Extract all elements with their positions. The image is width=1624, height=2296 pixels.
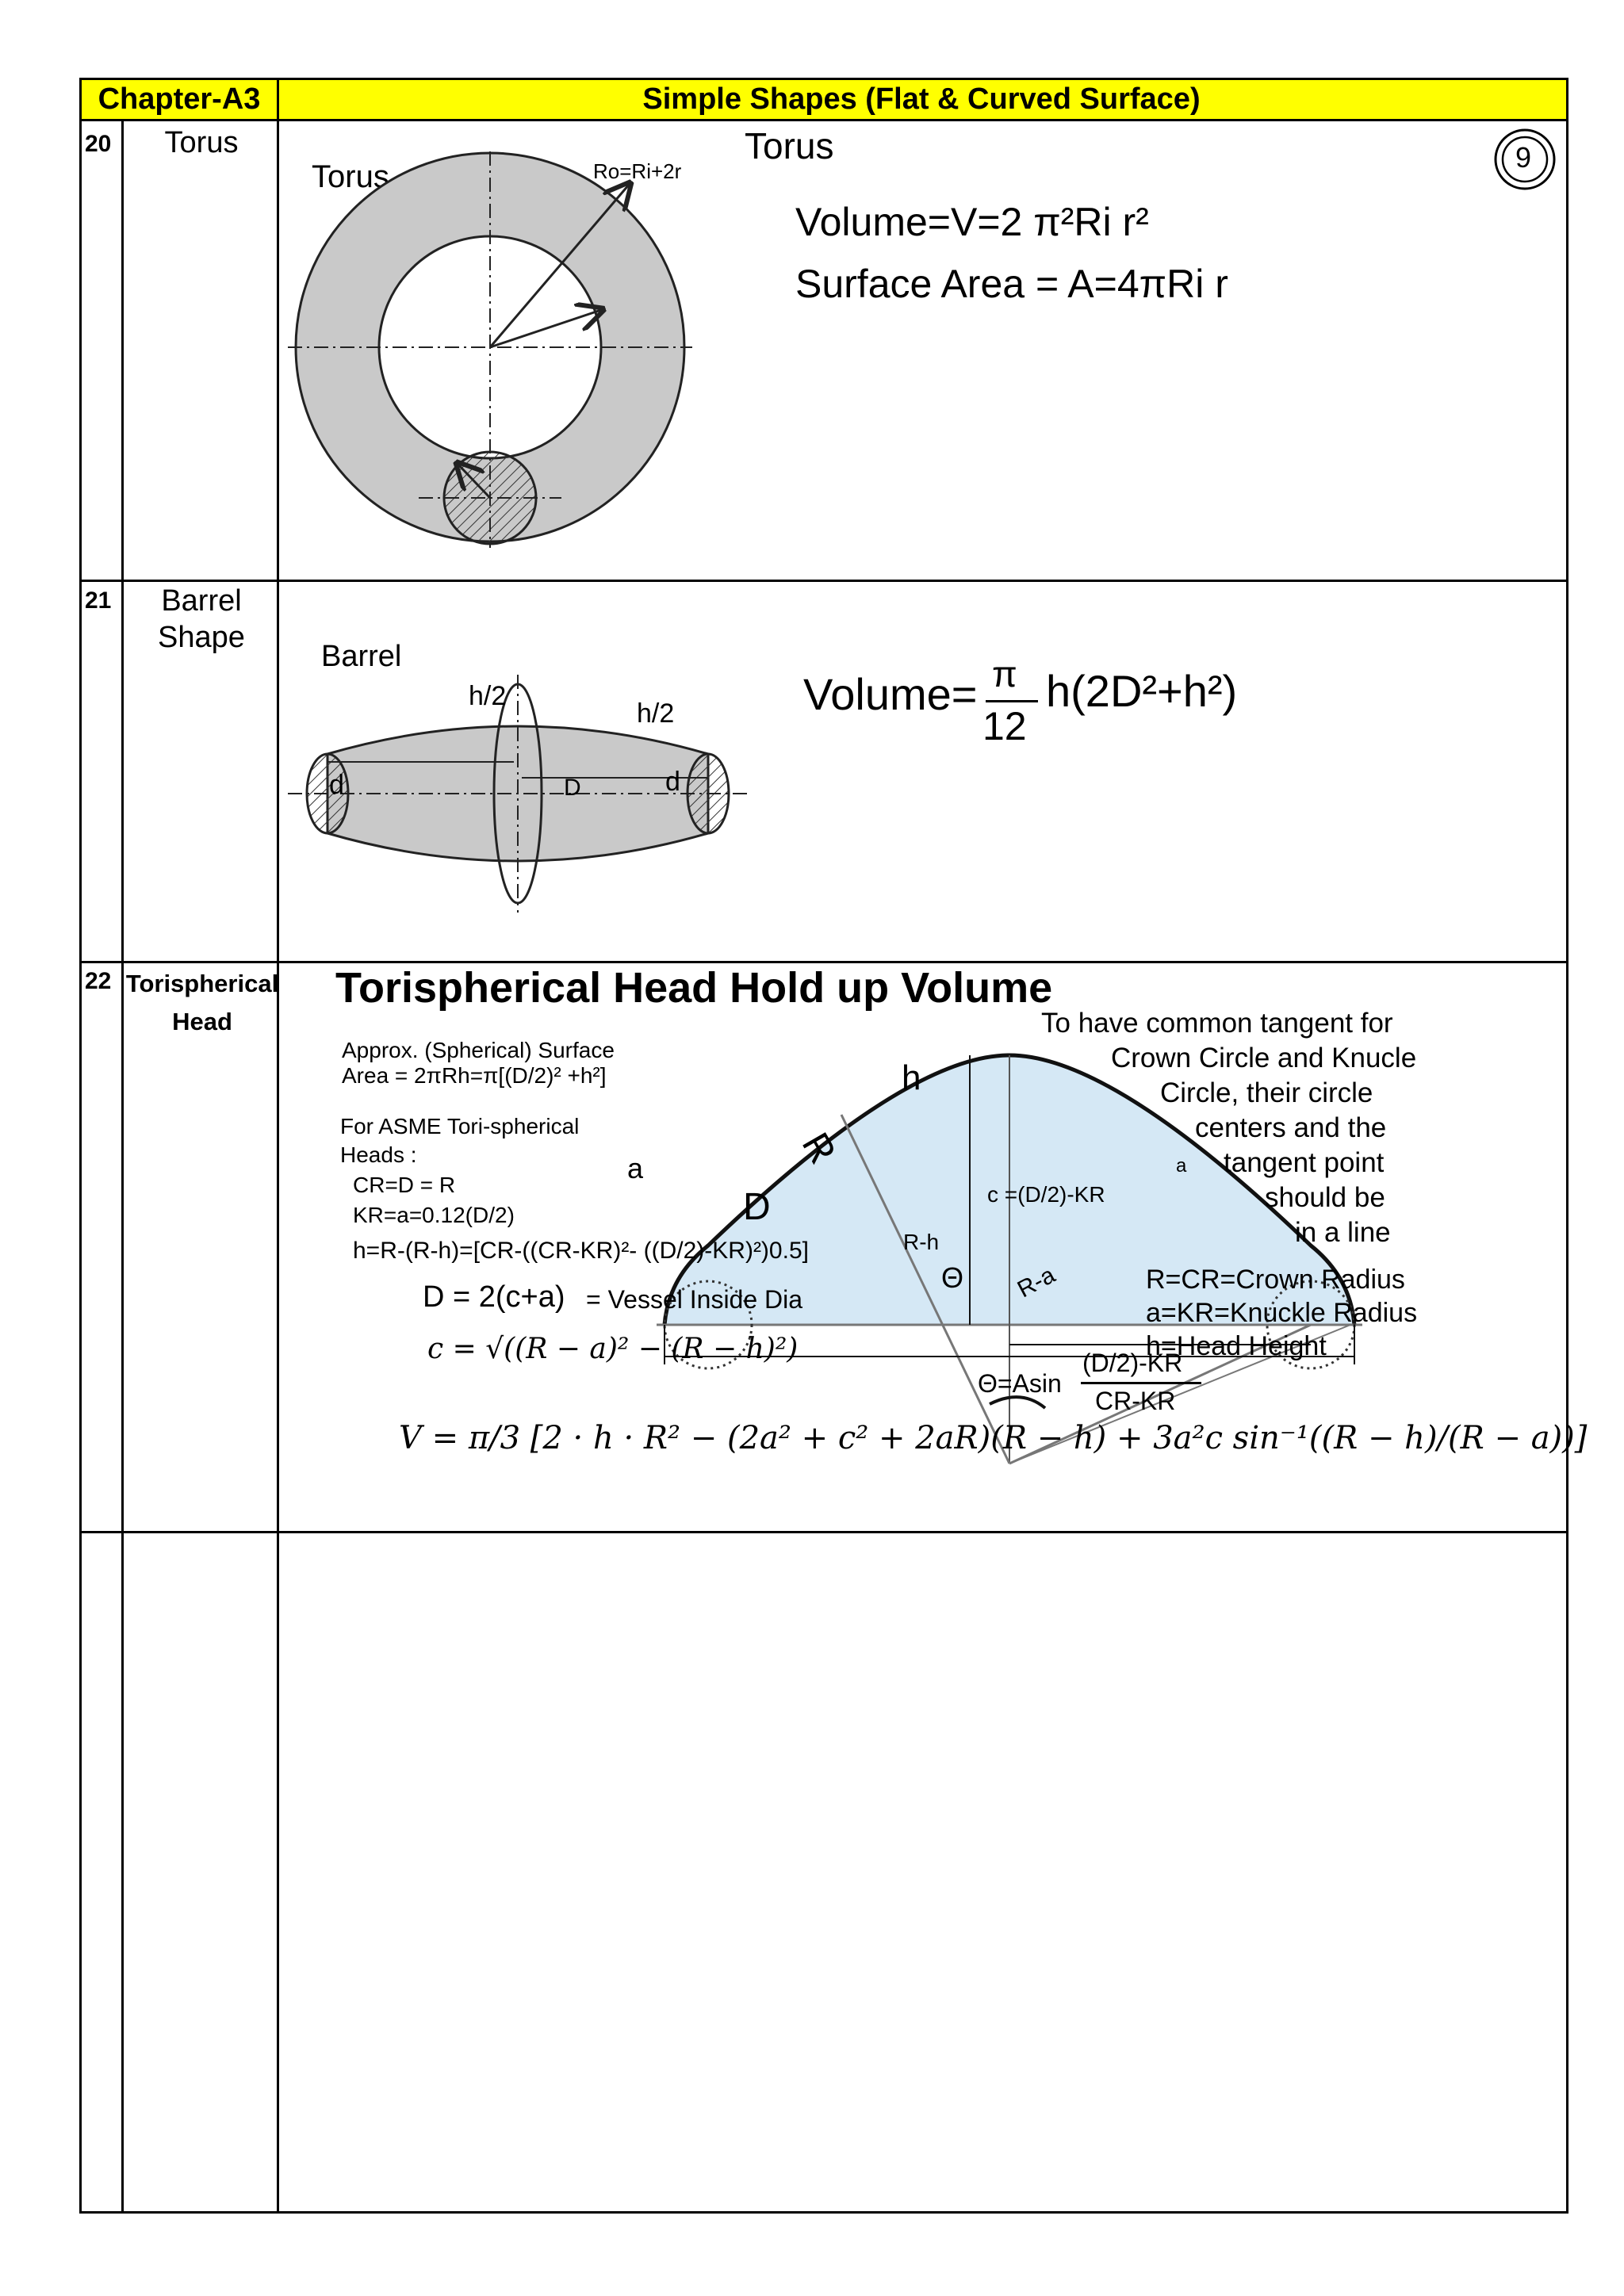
tangent-note-1: To have common tangent for: [1041, 1008, 1393, 1039]
torus-figure-title: Torus: [312, 159, 389, 194]
def-h: h=Head Height: [1146, 1331, 1327, 1361]
label-D: D: [743, 1186, 771, 1228]
barrel-h2-right: h/2: [637, 698, 675, 729]
page-number: 9: [1515, 141, 1532, 174]
label-R: R: [793, 1126, 844, 1171]
barrel-frac-den: 12: [982, 704, 1027, 748]
torus-ro-equation: Ro=Ri+2r: [593, 159, 682, 183]
label-c: c =(D/2)-KR: [987, 1182, 1105, 1207]
tangent-note-3: Circle, their circle: [1160, 1077, 1373, 1108]
tangent-note-5: tangent point: [1224, 1147, 1385, 1178]
chapter-title: Simple Shapes (Flat & Curved Surface): [642, 82, 1201, 116]
D-formula-note: = Vessel Inside Dia: [586, 1285, 803, 1314]
barrel-volume-suffix: h(2D²+h²): [1046, 666, 1238, 716]
asme-note-1: For ASME Tori-spherical: [340, 1114, 580, 1138]
h-formula: h=R-(R-h)=[CR-((CR-KR)²- ((D/2)-KR)²)0.5]: [353, 1238, 809, 1264]
label-h: h: [902, 1058, 921, 1097]
torispherical-title: Torispherical Head Hold up Volume: [335, 964, 1053, 1012]
row-name-line1: Torispherical: [125, 970, 279, 997]
row-name-line1: Barrel: [161, 584, 242, 618]
barrel-figure-title: Barrel: [321, 640, 402, 673]
barrel-d-left: d: [329, 770, 344, 800]
row-name-line2: Head: [172, 1008, 232, 1035]
asme-note-4: KR=a=0.12(D/2): [353, 1203, 515, 1227]
label-R-minus-a: R-a: [1013, 1261, 1060, 1303]
def-R: R=CR=Crown Radius: [1146, 1265, 1405, 1295]
torus-figure: [296, 151, 708, 580]
barrel-d-right: d: [665, 767, 680, 797]
chapter-sheet: [79, 78, 1588, 2214]
V-formula: V = π/3 [2 · h · R² − (2a² + c² + 2aR)(R − h) + 3a²c sin⁻¹((R − h)/(R − a))]: [399, 1420, 1588, 1456]
label-a-left: a: [627, 1152, 644, 1184]
asme-note-2: Heads :: [340, 1142, 417, 1167]
theta-arc: [990, 1397, 1045, 1408]
row-number: 22: [85, 968, 112, 994]
tangent-note-4: centers and the: [1195, 1112, 1387, 1143]
theta-denominator: CR-KR: [1095, 1387, 1176, 1415]
row-divider: [82, 1531, 1566, 1533]
theta-numerator: (D/2)-KR: [1082, 1349, 1183, 1377]
barrel-volume-prefix: Volume=: [803, 669, 978, 719]
D-formula: D = 2(c+a): [423, 1280, 565, 1314]
column-divider: [121, 121, 124, 2211]
header-bar: [82, 80, 1566, 121]
asme-note-3: CR=D = R: [353, 1173, 456, 1197]
barrel-frac-bar: [986, 700, 1038, 702]
tangent-note-7: in a line: [1295, 1217, 1391, 1248]
chapter-label: Chapter-A3: [82, 80, 279, 119]
def-a: a=KR=Knuckle Radius: [1146, 1298, 1418, 1328]
torus-surface-formula: Surface Area = A=4πRi r: [795, 262, 1228, 306]
row-number: 21: [85, 587, 112, 614]
label-theta: Θ: [941, 1261, 964, 1294]
tangent-note-6: should be: [1265, 1182, 1385, 1213]
row-divider: [82, 580, 1566, 582]
theta-formula: Θ=Asin: [978, 1369, 1062, 1398]
row-number: 20: [85, 131, 112, 157]
approx-area-2: Area = 2πRh=π[(D/2)² +h²]: [342, 1063, 607, 1088]
tangent-note-2: Crown Circle and Knucle: [1111, 1043, 1417, 1073]
approx-area-1: Approx. (Spherical) Surface: [342, 1038, 615, 1062]
label-a-right: a: [1176, 1155, 1187, 1177]
column-divider: [277, 121, 279, 2211]
row-name: Torus: [164, 126, 239, 159]
barrel-D-label: D: [564, 775, 581, 801]
barrel-frac-num: π: [992, 653, 1017, 695]
c-formula: c = √((R − a)² − (R − h)²): [427, 1333, 799, 1365]
barrel-figure: [296, 651, 787, 913]
torus-heading: Torus: [745, 125, 834, 166]
barrel-h2-left: h/2: [469, 681, 507, 711]
label-R-minus-h: R-h: [903, 1230, 940, 1254]
torus-volume-formula: Volume=V=2 π²Ri r²: [795, 200, 1149, 244]
row-name-line2: Shape: [158, 621, 245, 654]
theta-frac-bar: [1081, 1382, 1201, 1384]
